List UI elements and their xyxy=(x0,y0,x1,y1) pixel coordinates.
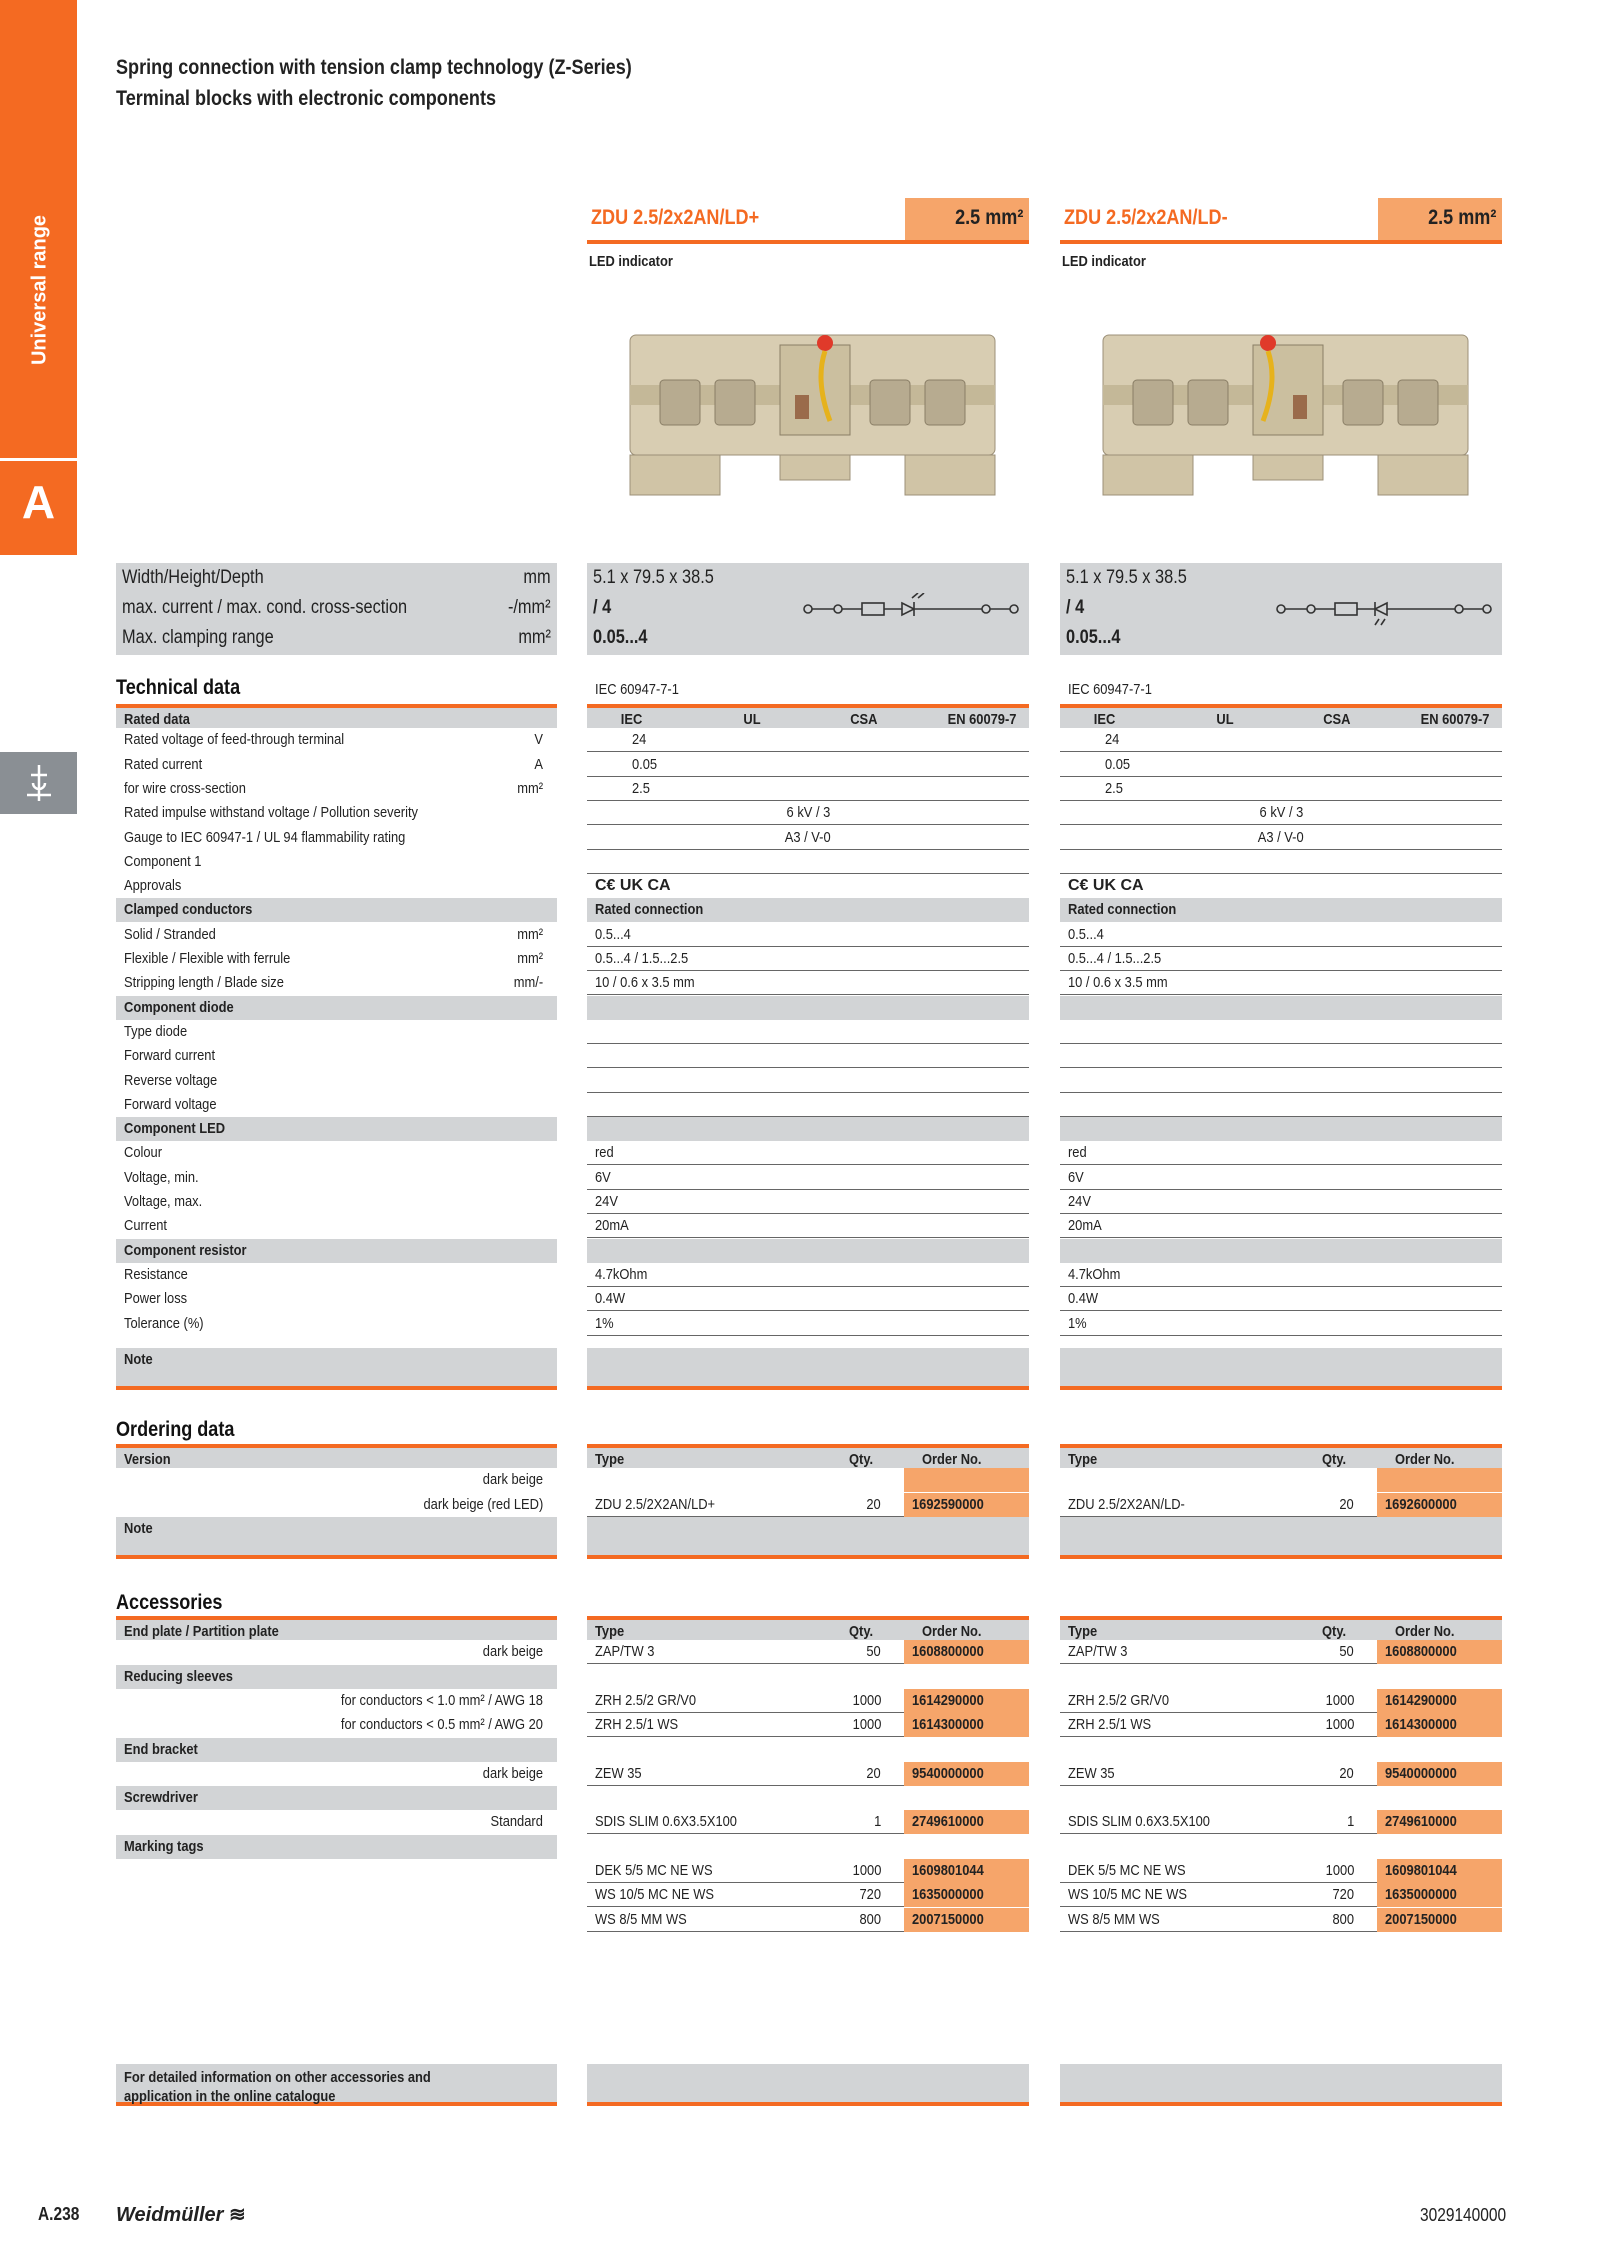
rated-row: Rated impulse withstand voltage / Pollution severity xyxy=(124,804,418,822)
spec-row: Resistance xyxy=(124,1265,188,1283)
spec-row: Reverse voltage xyxy=(124,1071,218,1089)
component-resistor-header: Component resistor xyxy=(116,1239,557,1263)
accessory-row: dark beige xyxy=(482,1643,543,1661)
version-header: Version xyxy=(116,1444,557,1468)
spec-value-row: 24V xyxy=(587,1190,1029,1214)
rated-value-row: A3 / V-0 xyxy=(587,826,1029,850)
product-name-2: ZDU 2.5/2x2AN/LD- xyxy=(1064,206,1228,229)
spec-row: Forward current xyxy=(124,1047,216,1065)
accessory-item-row[interactable]: 9540000000 ZEW 35 20 xyxy=(1060,1762,1502,1786)
accessory-item-row[interactable]: 1635000000 WS 10/5 MC NE WS 720 xyxy=(1060,1883,1502,1907)
spec-row: Colour xyxy=(124,1144,163,1162)
ordering-columns-header: Type Qty. Order No. xyxy=(1060,1444,1502,1468)
rated-value-row: 2.5 xyxy=(587,777,1029,801)
accessories-title: Accessories xyxy=(116,1591,223,1614)
rated-row: Component 1 xyxy=(124,852,202,870)
clamped-conductors-header: Clamped conductors xyxy=(116,898,557,922)
ordering-note-value xyxy=(587,1517,1029,1559)
spec-value-row xyxy=(1060,1044,1502,1068)
page-number: A.238 xyxy=(38,2204,80,2224)
rated-data-header: Rated data xyxy=(116,704,557,728)
technical-note-value xyxy=(587,1348,1029,1390)
spec-value-row: 10 / 0.6 x 3.5 mm xyxy=(1060,971,1502,995)
rated-value-row: 6 kV / 3 xyxy=(1060,801,1502,825)
spec-value-row xyxy=(587,1020,1029,1044)
accessory-group-header: Reducing sleeves xyxy=(116,1665,557,1689)
ordering-note: Note xyxy=(116,1517,557,1559)
version-row: dark beige (red LED) xyxy=(423,1495,543,1513)
rated-value-row: 24 xyxy=(1060,728,1502,752)
spec-row: Solid / Stranded mm² xyxy=(124,925,543,943)
product-image-1 xyxy=(620,325,1005,520)
accessory-item-row[interactable]: 2007150000 WS 8/5 MM WS 800 xyxy=(1060,1908,1502,1932)
accessory-item-row[interactable]: 1614290000 ZRH 2.5/2 GR/V0 1000 xyxy=(587,1689,1029,1713)
accessory-item-row[interactable]: 1608800000 ZAP/TW 3 50 xyxy=(1060,1640,1502,1664)
spec-value-row: red xyxy=(1060,1141,1502,1165)
accessory-item-row[interactable]: 1608800000 ZAP/TW 3 50 xyxy=(587,1640,1029,1664)
component-diode-header-value xyxy=(587,996,1029,1020)
spec-row: Tolerance (%) xyxy=(124,1314,204,1332)
technical-note: Note xyxy=(116,1348,557,1390)
summary-values-2: 5.1 x 79.5 x 38.5 / 4 0.05...4 xyxy=(1060,563,1502,655)
rated-row: Rated current A xyxy=(124,755,543,773)
order-row xyxy=(1060,1468,1502,1492)
rated-value-row: 6 kV / 3 xyxy=(587,801,1029,825)
spec-row: Voltage, min. xyxy=(124,1168,199,1186)
accessory-row: for conductors < 0.5 mm² / AWG 20 xyxy=(340,1716,543,1734)
spec-row: Current xyxy=(124,1217,168,1235)
spec-value-row: 6V xyxy=(587,1166,1029,1190)
online-catalogue-note: For detailed information on other accessories and application in the online catalogue xyxy=(116,2064,557,2106)
ordering-data-title: Ordering data xyxy=(116,1418,235,1441)
spec-row: Voltage, max. xyxy=(124,1193,203,1210)
rated-row: Gauge to IEC 60947-1 / UL 94 flammability rating xyxy=(124,828,406,846)
spec-value-row: 0.4W xyxy=(587,1287,1029,1311)
rated-row: Approvals xyxy=(124,877,182,895)
page-title-line2: Terminal blocks with electronic components xyxy=(116,87,497,110)
summary-values-1: 5.1 x 79.5 x 38.5 / 4 0.05...4 xyxy=(587,563,1029,655)
spec-value-row xyxy=(1060,1069,1502,1093)
rated-value-row xyxy=(587,874,1029,898)
spec-value-row xyxy=(587,1069,1029,1093)
rated-value-row: A3 / V-0 xyxy=(1060,826,1502,850)
product-name-1: ZDU 2.5/2x2AN/LD+ xyxy=(591,206,760,229)
component-resistor-header-value xyxy=(1060,1239,1502,1263)
accessories-columns-header: Type Qty. Order No. xyxy=(1060,1616,1502,1640)
component-led-header-value xyxy=(587,1117,1029,1141)
bottom-note-box-1 xyxy=(587,2064,1029,2106)
accessory-item-row xyxy=(587,1786,1029,1810)
bottom-note-box-2 xyxy=(1060,2064,1502,2106)
rated-value-row: 24 xyxy=(587,728,1029,752)
product-header-2 xyxy=(1060,198,1502,244)
approval-columns-header: IEC UL CSA EN 60079-7 xyxy=(587,704,1029,728)
spec-row: Forward voltage xyxy=(124,1095,217,1113)
product-header-1 xyxy=(587,198,1029,244)
accessory-row: dark beige xyxy=(482,1764,543,1782)
spec-value-row xyxy=(587,1093,1029,1117)
accessory-item-row[interactable]: 2749610000 SDIS SLIM 0.6X3.5X100 1 xyxy=(1060,1810,1502,1834)
spec-value-row: 1% xyxy=(587,1312,1029,1336)
ce-ukca-marks-icon: C€ UK CA xyxy=(595,877,671,895)
accessory-group-header: Marking tags xyxy=(116,1835,557,1859)
product-image-2 xyxy=(1093,325,1478,520)
spec-value-row: 0.5...4 xyxy=(1060,923,1502,947)
technical-note-value xyxy=(1060,1348,1502,1390)
rated-row: Rated voltage of feed-through terminal V xyxy=(124,731,543,749)
rated-value-row: 2.5 xyxy=(1060,777,1502,801)
page-title-line1: Spring connection with tension clamp technology (Z-Series) xyxy=(116,56,632,79)
led-circuit-symbol-icon xyxy=(802,593,1027,623)
spec-value-row: 6V xyxy=(1060,1166,1502,1190)
standard-label: IEC 60947-7-1 xyxy=(595,681,679,698)
spec-value-row: 4.7kOhm xyxy=(587,1263,1029,1287)
spec-value-row: 24V xyxy=(1060,1190,1502,1214)
spec-value-row: 0.5...4 / 1.5...2.5 xyxy=(1060,947,1502,971)
component-led-header: Component LED xyxy=(116,1117,557,1141)
component-diode-header-value xyxy=(1060,996,1502,1020)
accessory-item-row[interactable]: 1614290000 ZRH 2.5/2 GR/V0 1000 xyxy=(1060,1689,1502,1713)
product-subtitle-1: LED indicator xyxy=(589,253,673,270)
accessory-item-row[interactable]: 1609801044 DEK 5/5 MC NE WS 1000 xyxy=(1060,1859,1502,1883)
ce-ukca-marks-icon: C€ UK CA xyxy=(1068,877,1144,895)
rated-value-row xyxy=(1060,850,1502,874)
spec-row: Flexible / Flexible with ferrule mm² xyxy=(124,950,543,967)
accessory-item-row[interactable]: 2749610000 SDIS SLIM 0.6X3.5X100 1 xyxy=(587,1810,1029,1834)
standard-label: IEC 60947-7-1 xyxy=(1068,681,1152,698)
accessory-item-row[interactable]: 9540000000 ZEW 35 20 xyxy=(587,1762,1029,1786)
spec-value-row xyxy=(1060,1020,1502,1044)
rated-row: for wire cross-section mm² xyxy=(124,779,543,797)
approval-columns-header: IEC UL CSA EN 60079-7 xyxy=(1060,704,1502,728)
accessory-item-row[interactable]: 2007150000 WS 8/5 MM WS 800 xyxy=(587,1908,1029,1932)
order-row[interactable]: 1692600000 ZDU 2.5/2X2AN/LD- 20 xyxy=(1060,1493,1502,1517)
spec-row: Type diode xyxy=(124,1022,188,1040)
clamped-conductors-header-value: Rated connection xyxy=(1060,898,1502,922)
rated-value-row: 0.05 xyxy=(587,753,1029,777)
brand-logo: Weidmüller ≋ xyxy=(116,2204,246,2226)
side-section-letter: A xyxy=(21,476,56,528)
spec-value-row: 20mA xyxy=(1060,1214,1502,1238)
spec-value-row xyxy=(1060,1093,1502,1117)
accessory-item-row xyxy=(1060,1786,1502,1810)
accessories-columns-header: Type Qty. Order No. xyxy=(587,1616,1029,1640)
product-subtitle-2: LED indicator xyxy=(1062,253,1146,270)
version-row: dark beige xyxy=(482,1471,543,1489)
side-divider xyxy=(0,458,77,461)
summary-labels: Width/Height/Depth mm max. current / max. cond. cross-section -/mm² Max. clamping range mm² xyxy=(116,563,557,655)
rated-value-row xyxy=(1060,874,1502,898)
accessory-item-row xyxy=(587,1665,1029,1689)
spec-value-row: 0.5...4 / 1.5...2.5 xyxy=(587,947,1029,971)
accessory-item-row[interactable]: 1614300000 ZRH 2.5/1 WS 1000 xyxy=(587,1713,1029,1737)
order-row xyxy=(587,1468,1029,1492)
technical-data-title: Technical data xyxy=(116,676,241,699)
spec-value-row: 1% xyxy=(1060,1312,1502,1336)
clamped-conductors-header-value: Rated connection xyxy=(587,898,1029,922)
spec-value-row: red xyxy=(587,1141,1029,1165)
component-diode-header: Component diode xyxy=(116,996,557,1020)
accessory-group-header: Screwdriver xyxy=(116,1786,557,1810)
terminal-icon xyxy=(0,752,77,814)
spec-row: Power loss xyxy=(124,1290,188,1308)
rated-value-row: 0.05 xyxy=(1060,753,1502,777)
spec-value-row: 20mA xyxy=(587,1214,1029,1238)
accessory-item-row xyxy=(1060,1835,1502,1859)
spec-row: Stripping length / Blade size mm/- xyxy=(124,974,543,992)
spec-value-row: 0.4W xyxy=(1060,1287,1502,1311)
spec-value-row xyxy=(587,1044,1029,1068)
led-circuit-symbol-icon xyxy=(1275,593,1500,633)
order-row[interactable]: 1692590000 ZDU 2.5/2X2AN/LD+ 20 xyxy=(587,1493,1029,1517)
accessory-group-header: End bracket xyxy=(116,1738,557,1762)
ordering-note-value xyxy=(1060,1517,1502,1559)
accessory-row: Standard xyxy=(490,1813,543,1831)
accessory-item-row xyxy=(1060,1665,1502,1689)
component-led-header-value xyxy=(1060,1117,1502,1141)
accessory-item-row[interactable]: 1635000000 WS 10/5 MC NE WS 720 xyxy=(587,1883,1029,1907)
component-resistor-header-value xyxy=(587,1239,1029,1263)
accessory-group-header: End plate / Partition plate xyxy=(116,1616,557,1640)
document-number: 3029140000 xyxy=(1419,2205,1506,2225)
product-size-1: 2.5 mm² xyxy=(905,198,1029,240)
accessory-row: for conductors < 1.0 mm² / AWG 18 xyxy=(340,1691,543,1709)
ordering-columns-header: Type Qty. Order No. xyxy=(587,1444,1029,1468)
accessory-item-row[interactable]: 1609801044 DEK 5/5 MC NE WS 1000 xyxy=(587,1859,1029,1883)
spec-value-row: 10 / 0.6 x 3.5 mm xyxy=(587,971,1029,995)
rated-value-row xyxy=(587,850,1029,874)
spec-value-row: 4.7kOhm xyxy=(1060,1263,1502,1287)
accessory-item-row xyxy=(1060,1738,1502,1762)
spec-value-row: 0.5...4 xyxy=(587,923,1029,947)
accessory-item-row xyxy=(587,1835,1029,1859)
accessory-item-row xyxy=(587,1738,1029,1762)
product-size-2: 2.5 mm² xyxy=(1378,198,1502,240)
accessory-item-row[interactable]: 1614300000 ZRH 2.5/1 WS 1000 xyxy=(1060,1713,1502,1737)
